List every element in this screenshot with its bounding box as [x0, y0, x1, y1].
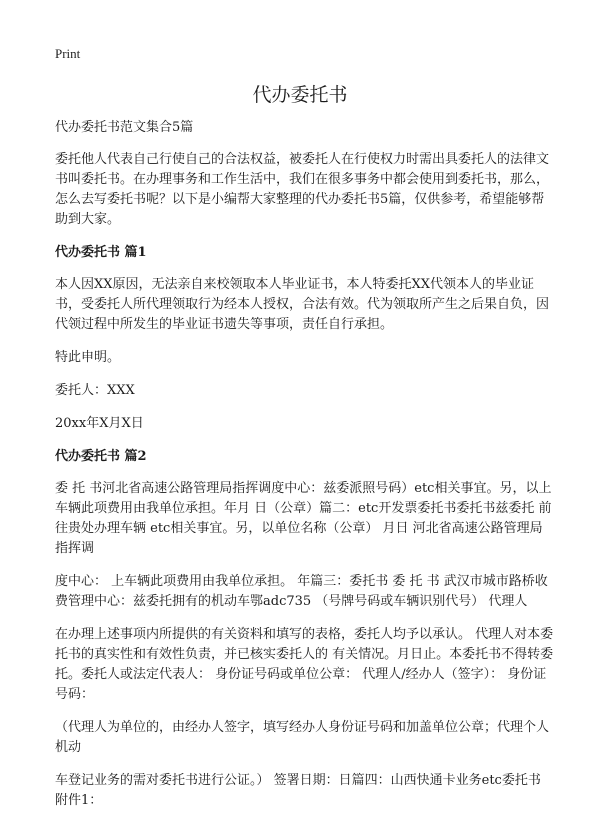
- document-body: [55, 118, 555, 824]
- section1-statement: 特此申明。: [55, 350, 121, 365]
- section-heading-1: 代办委托书 篇1: [55, 245, 147, 260]
- section2-para-1: 委 托 书河北省高速公路管理局指挥调度中心：兹委派照号码）etc相关事宜。另，以上车辆此项费用由我单位承担。年月 日（公章）篇二：etc开发票委托书委托书兹委托 前往贵处办理车辆 etc相关事宜。另，以单位名称（公章） 月日 河北省高速公路管理局指挥调: [55, 481, 552, 556]
- section2-para-5: 车登记业务的需对委托书进行公证。） 签署日期：日篇四：山西快通卡业务etc委托书 附件1：: [55, 773, 541, 808]
- section2-para-3: 在办理上述事项内所提供的有关资料和填写的表格，委托人均予以承认。 代理人对本委托书的真实性和有效性负责，并已核实委托人的 有关情况。月日止。本委托书不得转委托。委托人或法定代表人： 身份证号码或单位公章： 代理人/经办人（签字）： 身份证号码：: [55, 627, 554, 702]
- section-heading-2: 代办委托书 篇2: [55, 449, 147, 464]
- section2-para-4: （代理人为单位的，由经办人签字，填写经办人身份证号码和加盖单位公章；代理个人机动: [55, 720, 550, 755]
- section1-body: 本人因XX原因，无法亲自来校领取本人毕业证书，本人特委托XX代领本人的毕业证书，受委托人所代理领取行为经本人授权，合法有效。代为领取所产生之后果自负，因代领过程中所发生的毕业证书遗失等事项，责任自行承担。: [55, 277, 550, 332]
- intro-paragraph: 委托他人代表自己行使自己的合法权益，被委托人在行使权力时需出具委托人的法律文书叫委托书。在办理事务和工作生活中，我们在很多事务中都会使用到委托书，那么，怎么去写委托书呢？以下是小编帮大家整理的代办委托书5篇，仅供参考，希望能够帮助到大家。: [55, 152, 550, 227]
- section1-date: 20xx年X月X日: [55, 416, 144, 431]
- section2-para-2: 度中心： 上车辆此项费用由我单位承担。 年篇三：委托书 委 托 书 武汉市城市路桥收费管理中心：兹委托拥有的机动车鄂adc735 （号牌号码或车辆识别代号） 代理人: [55, 574, 548, 609]
- section1-client: 委托人：XXX: [55, 383, 135, 398]
- page-title: 代办委托书: [252, 84, 348, 106]
- document-subtitle: 代办委托书范文集合5篇: [55, 120, 194, 135]
- print-link[interactable]: Print: [55, 46, 81, 61]
